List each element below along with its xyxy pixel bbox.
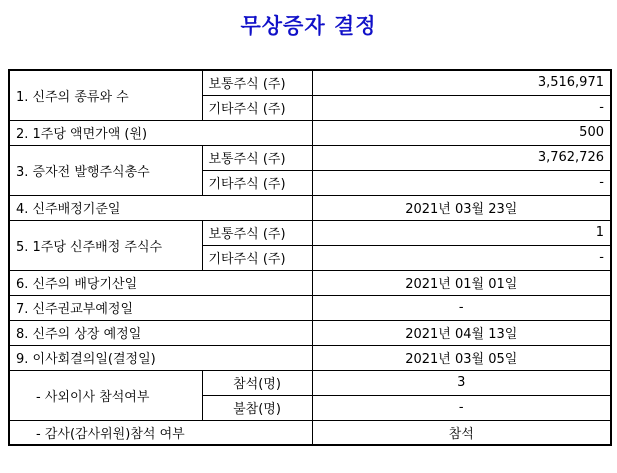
sub-label: 기타주식 (주)	[202, 245, 312, 270]
sub-label: 불참(명)	[202, 395, 312, 420]
cell-value: -	[312, 170, 611, 195]
cell-value: -	[312, 295, 611, 320]
cell-value: 3,516,971	[312, 70, 611, 95]
cell-value: 3	[312, 370, 611, 395]
table-row	[9, 295, 611, 320]
cell-value: -	[312, 95, 611, 120]
table-row	[9, 370, 611, 395]
table-row	[9, 420, 611, 445]
cell-value: 2021년 03월 23일	[312, 195, 611, 220]
row-label: 7. 신주권교부예정일	[9, 295, 312, 320]
sub-label: 기타주식 (주)	[202, 95, 312, 120]
row-label: 2. 1주당 액면가액 (원)	[9, 120, 312, 145]
table-row	[9, 70, 611, 95]
table-row	[9, 220, 611, 245]
cell-value: 2021년 04월 13일	[312, 320, 611, 345]
cell-value: 참석	[312, 420, 611, 445]
table-row	[9, 120, 611, 145]
disclosure-table	[8, 69, 612, 446]
row-label: 6. 신주의 배당기산일	[9, 270, 312, 295]
cell-value: 1	[312, 220, 611, 245]
sub-label: 보통주식 (주)	[202, 145, 312, 170]
row-label: - 감사(감사위원)참석 여부	[9, 420, 312, 445]
cell-value: 500	[312, 120, 611, 145]
table-row	[9, 270, 611, 295]
cell-value: 3,762,726	[312, 145, 611, 170]
sub-label: 기타주식 (주)	[202, 170, 312, 195]
sub-label: 보통주식 (주)	[202, 220, 312, 245]
page-title: 무상증자 결정	[240, 13, 377, 38]
cell-value: -	[312, 245, 611, 270]
table-row	[9, 320, 611, 345]
table-row	[9, 345, 611, 370]
cell-value: 2021년 01월 01일	[312, 270, 611, 295]
cell-value: -	[312, 395, 611, 420]
row-label: 9. 이사회결의일(결정일)	[9, 345, 312, 370]
table-row	[9, 145, 611, 170]
row-label: - 사외이사 참석여부	[9, 370, 202, 420]
row-label: 1. 신주의 종류와 수	[9, 70, 202, 120]
cell-value: 2021년 03월 05일	[312, 345, 611, 370]
row-label: 5. 1주당 신주배정 주식수	[9, 220, 202, 270]
row-label: 3. 증자전 발행주식총수	[9, 145, 202, 195]
row-label: 4. 신주배정기준일	[9, 195, 312, 220]
table-row	[9, 195, 611, 220]
sub-label: 참석(명)	[202, 370, 312, 395]
row-label: 8. 신주의 상장 예정일	[9, 320, 312, 345]
sub-label: 보통주식 (주)	[202, 70, 312, 95]
